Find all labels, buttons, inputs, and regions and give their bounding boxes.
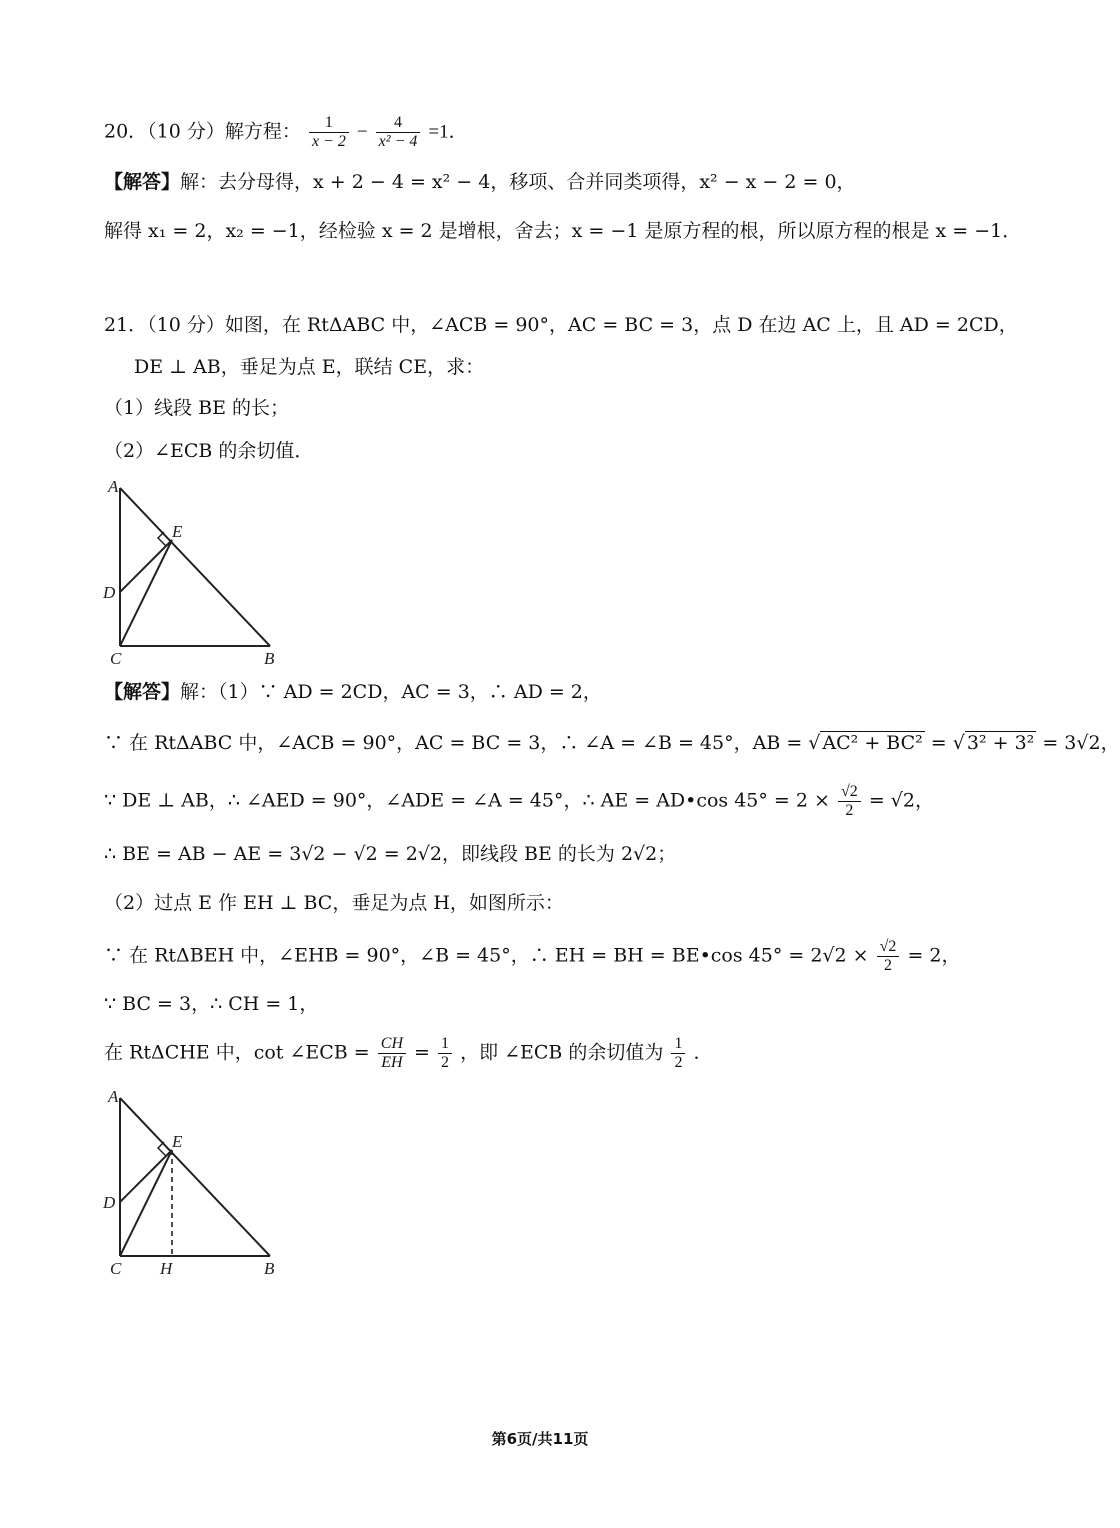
q21-sol2-end: = 3√2， xyxy=(1036,732,1120,754)
q21-sol-line6 xyxy=(104,938,961,975)
q21-sol8-frac2-num: 1 xyxy=(438,1035,452,1054)
fig1-segment-ce xyxy=(120,540,172,646)
q21-part1: （1）线段 BE 的长； xyxy=(104,397,289,419)
q20-head: 20．（10 分）解方程： xyxy=(104,120,301,143)
q21-answer-label: 【解答】 xyxy=(104,681,181,703)
q20-frac1-den: x − 2 xyxy=(311,133,346,150)
q21-sol8-frac3-num: 1 xyxy=(671,1035,685,1054)
fig1-label-a: A xyxy=(108,477,119,496)
fig1-label-b: B xyxy=(264,649,275,668)
q21-sol2-radical2: 3² + 3² xyxy=(966,732,1035,754)
fig2-label-c: C xyxy=(110,1259,122,1278)
q21-sol8-mid: ，即 ∠ECB 的余切值为 xyxy=(460,1041,670,1064)
q21-part2: （2）∠ECB 的余切值． xyxy=(104,440,314,462)
q21-sol-line2: ∵ 在 RtΔABC 中，∠ACB = 90°，AC = BC = 3，∴ ∠A = ∠B = 45°，AB = √ AC² + BC² = √ 3² + 3² = 3√2， xyxy=(104,732,1120,754)
q21-sol6-frac-den: 2 xyxy=(884,957,893,974)
q20-rhs: =1． xyxy=(428,121,468,143)
q21-sol8-frac2-den: 2 xyxy=(441,1054,450,1071)
q20-frac1-num: 1 xyxy=(309,114,349,133)
q20-answer-label: 【解答】 xyxy=(104,171,181,193)
q21-sol8-frac3 xyxy=(671,1035,685,1072)
q21-sol6-pre: ∵ 在 RtΔBEH 中，∠EHB = 90°，∠B = 45°，∴ EH = BH = BE•cos 45° = 2√2 × xyxy=(104,944,875,967)
q20-frac2 xyxy=(376,114,421,151)
fig2-label-a: A xyxy=(108,1087,119,1106)
q20-frac2-den: x² − 4 xyxy=(378,133,418,150)
q21-sol8-frac2 xyxy=(438,1035,452,1072)
q21-sol8-frac1-num: CH xyxy=(378,1035,406,1054)
q21-sol-line1 xyxy=(104,678,602,706)
triangle-figure-1 xyxy=(100,474,290,670)
fig1-label-e: E xyxy=(172,522,183,541)
fig2-side-ab xyxy=(120,1098,270,1256)
q21-sol3-pre: ∵ DE ⊥ AB，∴ ∠AED = 90°，∠ADE = ∠A = 45°，∴ AE = AD•cos 45° = 2 × xyxy=(104,789,836,812)
fig2-segment-de xyxy=(120,1150,172,1202)
q21-sol-line7: ∵ BC = 3，∴ CH = 1， xyxy=(104,993,319,1015)
q21-sol-line8 xyxy=(104,1035,713,1072)
fig2-label-d: D xyxy=(103,1193,116,1212)
q21-sol8-end: ． xyxy=(693,1041,713,1064)
fig2-label-h: H xyxy=(160,1259,173,1278)
q20-answer-text1: 解：去分母得，x + 2 − 4 = x² − 4，移项、合并同类项得，x² − x − 2 = 0， xyxy=(180,171,856,193)
q21-sol-line3 xyxy=(104,783,934,820)
q21-sol6-end: = 2， xyxy=(907,944,961,967)
q21-line1: 21．（10 分）如图，在 RtΔABC 中，∠ACB = 90°，AC = BC = 3，点 D 在边 AC 上，且 AD = 2CD， xyxy=(104,314,1018,336)
q21-sol1-text: 解：（1）∵ AD = 2CD，AC = 3，∴ AD = 2， xyxy=(180,681,602,703)
q21-sol3-frac-num: √2 xyxy=(838,783,861,802)
fig2-label-e: E xyxy=(172,1132,183,1151)
q21-sol8-frac1-den: EH xyxy=(381,1054,403,1071)
q21-sol-line4: ∴ BE = AB − AE = 3√2 − √2 = 2√2，即线段 BE 的长为 2√2； xyxy=(104,843,677,865)
q20-minus: − xyxy=(356,121,368,143)
q20-answer-line1 xyxy=(104,168,856,196)
q21-sol3-frac-den: 2 xyxy=(845,802,854,819)
triangle-figure-2 xyxy=(100,1084,290,1280)
page-footer: 第6页/共11页 xyxy=(491,1430,589,1448)
fig1-label-c: C xyxy=(110,649,122,668)
fig1-side-ab xyxy=(120,488,270,646)
fig1-segment-de xyxy=(120,540,172,592)
fig1-label-d: D xyxy=(103,583,116,602)
q21-sol8-pre: 在 RtΔCHE 中，cot ∠ECB = xyxy=(104,1041,376,1064)
q21-sol3-end: = √2， xyxy=(868,789,934,812)
q20-answer-line2: 解得 x₁ = 2，x₂ = −1，经检验 x = 2 是增根，舍去；x = −1 是原方程的根，所以原方程的根是 x = −1． xyxy=(104,220,1022,242)
q20-frac2-num: 4 xyxy=(376,114,421,133)
q21-sol-line5: （2）过点 E 作 EH ⊥ BC，垂足为点 H，如图所示： xyxy=(104,892,564,914)
q21-sol8-frac1 xyxy=(378,1035,406,1072)
q21-sol2-mid: = xyxy=(924,732,953,754)
q21-line2: DE ⊥ AB，垂足为点 E，联结 CE，求： xyxy=(134,356,485,378)
fig2-label-b: B xyxy=(264,1259,275,1278)
q21-sol6-frac xyxy=(877,938,900,975)
q20-frac1 xyxy=(309,114,349,151)
q21-sol8-frac3-den: 2 xyxy=(674,1054,683,1071)
q21-sol8-eq: = xyxy=(414,1041,437,1064)
fig2-segment-ce xyxy=(120,1150,172,1256)
q21-sol3-frac xyxy=(838,783,861,820)
q21-sol2-pre: ∵ 在 RtΔABC 中，∠ACB = 90°，AC = BC = 3，∴ ∠A = ∠B = 45°，AB = xyxy=(104,732,809,754)
q20-heading xyxy=(104,114,468,151)
q21-sol2-radical1: AC² + BC² xyxy=(822,732,923,754)
q21-sol6-frac-num: √2 xyxy=(877,938,900,957)
